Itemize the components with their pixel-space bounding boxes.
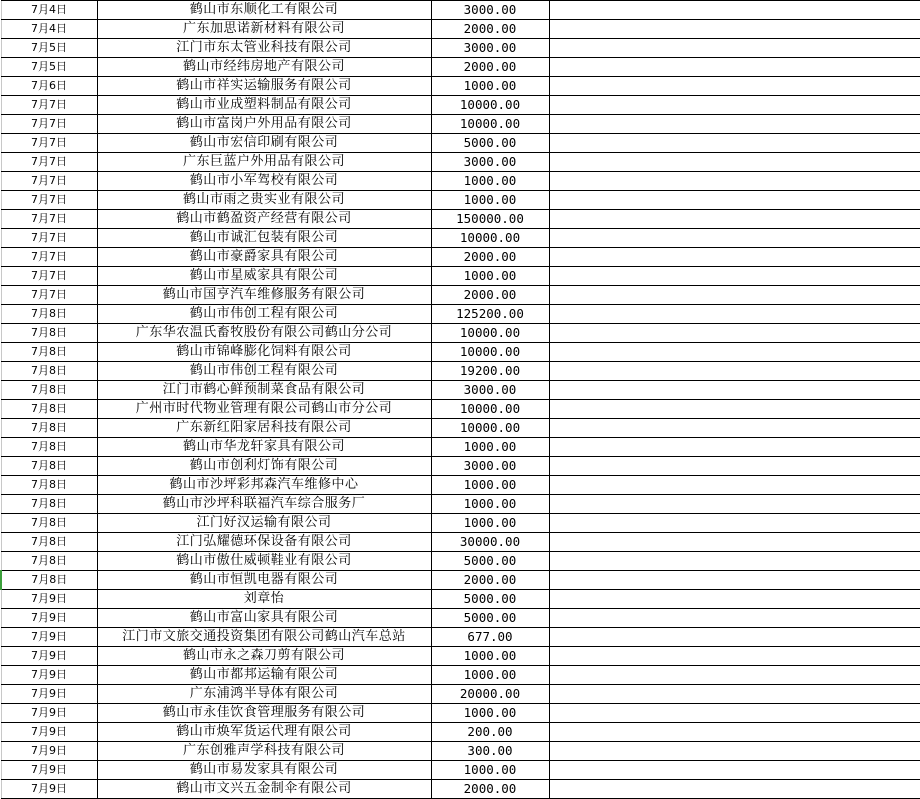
date-cell[interactable]: 7月8日 (1, 552, 97, 571)
empty-cell[interactable] (549, 685, 920, 704)
amount-cell[interactable]: 300.00 (431, 742, 549, 761)
empty-cell[interactable] (549, 229, 920, 248)
table-row (1, 780, 920, 799)
empty-cell[interactable] (549, 248, 920, 267)
table-row (1, 267, 920, 286)
amount-cell[interactable]: 1000.00 (431, 704, 549, 723)
table-row (1, 742, 920, 761)
empty-cell[interactable] (549, 742, 920, 761)
company-name-cell[interactable]: 鹤山市宏信印刷有限公司 (97, 134, 431, 153)
empty-cell[interactable] (549, 761, 920, 780)
table-row (1, 476, 920, 495)
amount-cell[interactable]: 2000.00 (431, 780, 549, 799)
empty-cell[interactable] (549, 77, 920, 96)
table-row (1, 438, 920, 457)
amount-cell[interactable]: 2000.00 (431, 20, 549, 39)
empty-cell[interactable] (549, 343, 920, 362)
amount-cell[interactable]: 3000.00 (431, 381, 549, 400)
table-row (1, 457, 920, 476)
company-name-cell[interactable]: 鹤山市傲仕威顿鞋业有限公司 (97, 552, 431, 571)
date-cell[interactable]: 7月8日 (1, 305, 97, 324)
company-name-cell[interactable]: 江门市鹤心鲜预制菜食品有限公司 (97, 381, 431, 400)
date-cell[interactable]: 7月4日 (1, 1, 97, 20)
date-cell[interactable]: 7月7日 (1, 191, 97, 210)
table-row (1, 210, 920, 229)
company-name-cell[interactable]: 鹤山市富岗户外用品有限公司 (97, 115, 431, 134)
company-name-cell[interactable]: 鹤山市祥实运输服务有限公司 (97, 77, 431, 96)
amount-cell[interactable]: 5000.00 (431, 590, 549, 609)
date-cell[interactable]: 7月9日 (1, 723, 97, 742)
amount-cell[interactable]: 10000.00 (431, 115, 549, 134)
empty-cell[interactable] (549, 286, 920, 305)
amount-cell[interactable]: 1000.00 (431, 647, 549, 666)
company-name-cell[interactable]: 鹤山市经纬房地产有限公司 (97, 58, 431, 77)
empty-cell[interactable] (549, 191, 920, 210)
amount-cell[interactable]: 5000.00 (431, 552, 549, 571)
amount-cell[interactable]: 10000.00 (431, 419, 549, 438)
company-name-cell[interactable]: 鹤山市永佳饮食管理服务有限公司 (97, 704, 431, 723)
amount-cell[interactable]: 10000.00 (431, 229, 549, 248)
date-cell[interactable]: 7月8日 (1, 514, 97, 533)
empty-cell[interactable] (549, 419, 920, 438)
company-name-cell[interactable]: 刘章怡 (97, 590, 431, 609)
company-name-cell[interactable]: 鹤山市都邦运输有限公司 (97, 666, 431, 685)
amount-cell[interactable]: 1000.00 (431, 77, 549, 96)
table-row (1, 419, 920, 438)
date-cell[interactable]: 7月8日 (1, 343, 97, 362)
date-cell[interactable]: 7月9日 (1, 590, 97, 609)
empty-cell[interactable] (549, 362, 920, 381)
amount-cell[interactable]: 20000.00 (431, 685, 549, 704)
empty-cell[interactable] (549, 96, 920, 115)
date-cell[interactable]: 7月9日 (1, 761, 97, 780)
table-row (1, 115, 920, 134)
empty-cell[interactable] (549, 666, 920, 685)
empty-cell[interactable] (549, 780, 920, 799)
table-row (1, 723, 920, 742)
amount-cell[interactable]: 125200.00 (431, 305, 549, 324)
amount-cell[interactable]: 5000.00 (431, 134, 549, 153)
company-name-cell[interactable]: 鹤山市国亨汽车维修服务有限公司 (97, 286, 431, 305)
date-cell[interactable]: 7月8日 (1, 571, 97, 590)
date-cell[interactable]: 7月9日 (1, 780, 97, 799)
date-cell[interactable]: 7月8日 (1, 400, 97, 419)
amount-cell[interactable]: 3000.00 (431, 457, 549, 476)
table-row (1, 286, 920, 305)
date-cell[interactable]: 7月9日 (1, 628, 97, 647)
table-row (1, 191, 920, 210)
table-row (1, 704, 920, 723)
date-cell[interactable]: 7月8日 (1, 533, 97, 552)
table-row (1, 305, 920, 324)
empty-cell[interactable] (549, 210, 920, 229)
empty-cell[interactable] (549, 571, 920, 590)
date-cell[interactable]: 7月7日 (1, 210, 97, 229)
empty-cell[interactable] (549, 590, 920, 609)
company-name-cell[interactable]: 江门弘耀德环保设备有限公司 (97, 533, 431, 552)
amount-cell[interactable]: 1000.00 (431, 438, 549, 457)
date-cell[interactable]: 7月4日 (1, 20, 97, 39)
amount-cell[interactable]: 5000.00 (431, 609, 549, 628)
date-cell[interactable]: 7月7日 (1, 172, 97, 191)
amount-cell[interactable]: 10000.00 (431, 96, 549, 115)
date-cell[interactable]: 7月7日 (1, 134, 97, 153)
empty-cell[interactable] (549, 153, 920, 172)
date-cell[interactable]: 7月5日 (1, 39, 97, 58)
date-cell[interactable]: 7月8日 (1, 419, 97, 438)
date-cell[interactable]: 7月7日 (1, 229, 97, 248)
date-cell[interactable]: 7月8日 (1, 324, 97, 343)
company-name-cell[interactable]: 广东加思诺新材料有限公司 (97, 20, 431, 39)
empty-cell[interactable] (549, 438, 920, 457)
empty-cell[interactable] (549, 134, 920, 153)
amount-cell[interactable]: 3000.00 (431, 1, 549, 20)
company-name-cell[interactable]: 鹤山市沙坪彩邦森汽车维修中心 (97, 476, 431, 495)
empty-cell[interactable] (549, 723, 920, 742)
date-cell[interactable]: 7月7日 (1, 267, 97, 286)
company-name-cell[interactable]: 鹤山市创利灯饰有限公司 (97, 457, 431, 476)
company-name-cell[interactable]: 江门市东太管业科技有限公司 (97, 39, 431, 58)
company-name-cell[interactable]: 广东新红阳家居科技有限公司 (97, 419, 431, 438)
table-row (1, 77, 920, 96)
date-cell[interactable]: 7月6日 (1, 77, 97, 96)
empty-cell[interactable] (549, 20, 920, 39)
table-row (1, 58, 920, 77)
amount-cell[interactable]: 3000.00 (431, 153, 549, 172)
empty-cell[interactable] (549, 609, 920, 628)
table-row (1, 229, 920, 248)
amount-cell[interactable]: 677.00 (431, 628, 549, 647)
date-cell[interactable]: 7月8日 (1, 438, 97, 457)
table-row (1, 761, 920, 780)
amount-cell[interactable]: 2000.00 (431, 286, 549, 305)
company-name-cell[interactable]: 鹤山市华龙轩家具有限公司 (97, 438, 431, 457)
amount-cell[interactable]: 19200.00 (431, 362, 549, 381)
date-cell[interactable]: 7月9日 (1, 666, 97, 685)
date-cell[interactable]: 7月9日 (1, 704, 97, 723)
amount-cell[interactable]: 200.00 (431, 723, 549, 742)
company-name-cell[interactable]: 鹤山市豪爵家具有限公司 (97, 248, 431, 267)
company-name-cell[interactable]: 鹤山市雨之贵实业有限公司 (97, 191, 431, 210)
date-cell[interactable]: 7月8日 (1, 495, 97, 514)
grid-body (1, 1, 920, 799)
empty-cell[interactable] (549, 267, 920, 286)
amount-cell[interactable]: 3000.00 (431, 39, 549, 58)
amount-cell[interactable]: 30000.00 (431, 533, 549, 552)
amount-cell[interactable]: 2000.00 (431, 58, 549, 77)
amount-cell[interactable]: 1000.00 (431, 172, 549, 191)
table-row (1, 400, 920, 419)
table-row (1, 571, 920, 590)
date-cell[interactable]: 7月7日 (1, 248, 97, 267)
table-row (1, 20, 920, 39)
table-row (1, 628, 920, 647)
empty-cell[interactable] (549, 400, 920, 419)
table-row (1, 248, 920, 267)
table-row (1, 666, 920, 685)
table-row (1, 134, 920, 153)
amount-cell[interactable]: 10000.00 (431, 400, 549, 419)
empty-cell[interactable] (549, 58, 920, 77)
company-name-cell[interactable]: 广东华农温氏畜牧股份有限公司鹤山分公司 (97, 324, 431, 343)
empty-cell[interactable] (549, 533, 920, 552)
amount-cell[interactable]: 1000.00 (431, 267, 549, 286)
amount-cell[interactable]: 10000.00 (431, 343, 549, 362)
company-name-cell[interactable]: 鹤山市伟创工程有限公司 (97, 305, 431, 324)
company-name-cell[interactable]: 鹤山市诚汇包装有限公司 (97, 229, 431, 248)
company-name-cell[interactable]: 江门市文旅交通投资集团有限公司鹤山汽车总站 (97, 628, 431, 647)
date-cell[interactable]: 7月5日 (1, 58, 97, 77)
table-row (1, 590, 920, 609)
amount-cell[interactable]: 1000.00 (431, 761, 549, 780)
empty-cell[interactable] (549, 647, 920, 666)
company-name-cell[interactable]: 鹤山市业成塑料制品有限公司 (97, 96, 431, 115)
company-name-cell[interactable]: 鹤山市锦峰膨化饲料有限公司 (97, 343, 431, 362)
date-cell[interactable]: 7月8日 (1, 457, 97, 476)
table-row (1, 153, 920, 172)
amount-cell[interactable]: 1000.00 (431, 495, 549, 514)
empty-cell[interactable] (549, 115, 920, 134)
table-row (1, 362, 920, 381)
table-row (1, 609, 920, 628)
empty-cell[interactable] (549, 457, 920, 476)
company-name-cell[interactable]: 鹤山市富山家具有限公司 (97, 609, 431, 628)
table-row (1, 343, 920, 362)
empty-cell[interactable] (549, 1, 920, 20)
company-name-cell[interactable]: 鹤山市小军驾校有限公司 (97, 172, 431, 191)
empty-cell[interactable] (549, 172, 920, 191)
table-row (1, 324, 920, 343)
date-cell[interactable]: 7月7日 (1, 153, 97, 172)
date-cell[interactable]: 7月8日 (1, 381, 97, 400)
date-cell[interactable]: 7月8日 (1, 476, 97, 495)
empty-cell[interactable] (549, 476, 920, 495)
table-row (1, 39, 920, 58)
empty-cell[interactable] (549, 495, 920, 514)
company-name-cell[interactable]: 广东浦鸿半导体有限公司 (97, 685, 431, 704)
date-cell[interactable]: 7月9日 (1, 647, 97, 666)
empty-cell[interactable] (549, 514, 920, 533)
empty-cell[interactable] (549, 704, 920, 723)
amount-cell[interactable]: 1000.00 (431, 476, 549, 495)
company-name-cell[interactable]: 鹤山市焕军货运代理有限公司 (97, 723, 431, 742)
empty-cell[interactable] (549, 381, 920, 400)
table-row (1, 495, 920, 514)
amount-cell[interactable]: 1000.00 (431, 514, 549, 533)
company-name-cell[interactable]: 广东创雅声学科技有限公司 (97, 742, 431, 761)
table-row (1, 381, 920, 400)
company-name-cell[interactable]: 鹤山市沙坪科联福汽车综合服务厂 (97, 495, 431, 514)
amount-cell[interactable]: 1000.00 (431, 666, 549, 685)
date-cell[interactable]: 7月7日 (1, 115, 97, 134)
date-cell[interactable]: 7月9日 (1, 685, 97, 704)
table-row (1, 533, 920, 552)
date-cell[interactable]: 7月9日 (1, 609, 97, 628)
table-row (1, 685, 920, 704)
table-row (1, 172, 920, 191)
company-name-cell[interactable]: 广州市时代物业管理有限公司鹤山市分公司 (97, 400, 431, 419)
empty-cell[interactable] (549, 628, 920, 647)
amount-cell[interactable]: 2000.00 (431, 248, 549, 267)
company-name-cell[interactable]: 鹤山市文兴五金制伞有限公司 (97, 780, 431, 799)
company-name-cell[interactable]: 鹤山市伟创工程有限公司 (97, 362, 431, 381)
date-cell[interactable]: 7月9日 (1, 742, 97, 761)
company-name-cell[interactable]: 鹤山市恒凯电器有限公司 (97, 571, 431, 590)
date-cell[interactable]: 7月8日 (1, 362, 97, 381)
table-row (1, 1, 920, 20)
company-name-cell[interactable]: 鹤山市星威家具有限公司 (97, 267, 431, 286)
amount-cell[interactable]: 2000.00 (431, 571, 549, 590)
empty-cell[interactable] (549, 39, 920, 58)
table-row (1, 96, 920, 115)
company-name-cell[interactable]: 鹤山市东顺化工有限公司 (97, 1, 431, 20)
table-row (1, 514, 920, 533)
company-name-cell[interactable]: 鹤山市鹤盈资产经营有限公司 (97, 210, 431, 229)
company-name-cell[interactable]: 鹤山市永之森刀剪有限公司 (97, 647, 431, 666)
table-row (1, 552, 920, 571)
table-row (1, 647, 920, 666)
empty-cell[interactable] (549, 552, 920, 571)
amount-cell[interactable]: 10000.00 (431, 324, 549, 343)
company-name-cell[interactable]: 鹤山市易发家具有限公司 (97, 761, 431, 780)
empty-cell[interactable] (549, 324, 920, 343)
empty-cell[interactable] (549, 305, 920, 324)
date-cell[interactable]: 7月7日 (1, 286, 97, 305)
company-name-cell[interactable]: 江门好汉运输有限公司 (97, 514, 431, 533)
date-cell[interactable]: 7月7日 (1, 96, 97, 115)
amount-cell[interactable]: 1000.00 (431, 191, 549, 210)
company-name-cell[interactable]: 广东巨蓝户外用品有限公司 (97, 153, 431, 172)
amount-cell[interactable]: 150000.00 (431, 210, 549, 229)
